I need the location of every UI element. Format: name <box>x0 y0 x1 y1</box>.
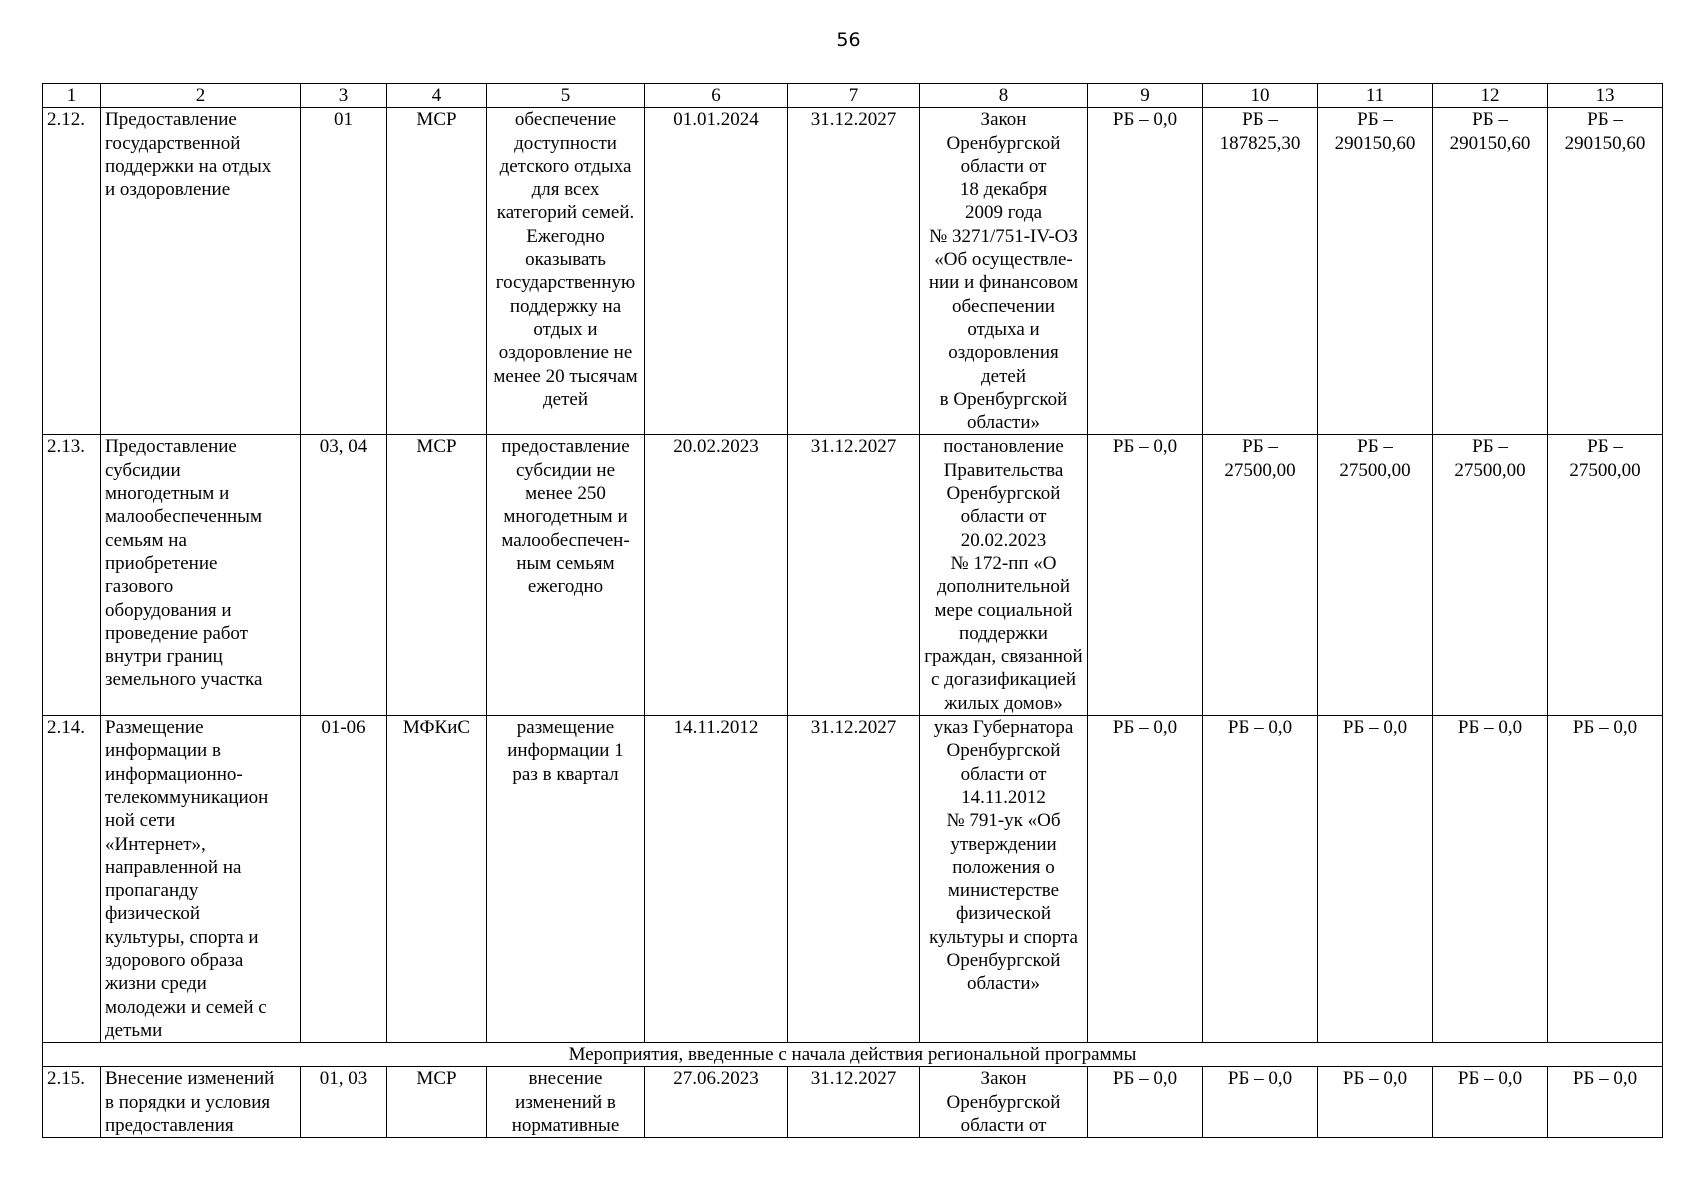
end-date: 31.12.2027 <box>788 1067 920 1138</box>
measure-name: Размещение информации в информационно- телекоммуникацион ной сети «Интернет», направленной на пропаганду физической культуры, спорта и здорового образа жизни среди молодежи и семей с детьми <box>101 716 301 1043</box>
column-number: 3 <box>301 84 387 108</box>
table-row <box>43 1067 1663 1138</box>
legal-act: указ Губернатора Оренбургской области от 14.11.2012 № 791-ук «Об утверждении положения о министерстве физической культуры и спорта Оренбургской области» <box>920 716 1088 1043</box>
row-number: 2.13. <box>43 435 101 716</box>
measure-name: Предоставление государственной поддержки на отдых и оздоровление <box>101 108 301 435</box>
executor: МСР <box>387 1067 487 1138</box>
end-date: 31.12.2027 <box>788 435 920 716</box>
funding-col-12: РБ – 27500,00 <box>1433 435 1548 716</box>
funding-col-12: РБ – 290150,60 <box>1433 108 1548 435</box>
funding-col-11: РБ – 27500,00 <box>1318 435 1433 716</box>
funding-col-13: РБ – 0,0 <box>1548 716 1663 1043</box>
start-date: 14.11.2012 <box>645 716 788 1043</box>
column-number: 10 <box>1203 84 1318 108</box>
funding-col-13: РБ – 27500,00 <box>1548 435 1663 716</box>
column-number: 7 <box>788 84 920 108</box>
start-date: 20.02.2023 <box>645 435 788 716</box>
column-number: 6 <box>645 84 788 108</box>
expected-result: предоставление субсидии не менее 250 многодетным и малообеспечен- ным семьям ежегодно <box>487 435 645 716</box>
executor: МСР <box>387 435 487 716</box>
column-number: 12 <box>1433 84 1548 108</box>
funding-col-9: РБ – 0,0 <box>1088 716 1203 1043</box>
column-number: 11 <box>1318 84 1433 108</box>
funding-col-10: РБ – 27500,00 <box>1203 435 1318 716</box>
table-row <box>43 108 1663 435</box>
row-number: 2.15. <box>43 1067 101 1138</box>
column-number: 1 <box>43 84 101 108</box>
task-code: 01-06 <box>301 716 387 1043</box>
measures-table <box>42 83 1663 1138</box>
expected-result: размещение информации 1 раз в квартал <box>487 716 645 1043</box>
section-title: Мероприятия, введенные с начала действия региональной программы <box>43 1043 1663 1067</box>
funding-col-13: РБ – 290150,60 <box>1548 108 1663 435</box>
row-number: 2.12. <box>43 108 101 435</box>
column-number: 8 <box>920 84 1088 108</box>
funding-col-11: РБ – 290150,60 <box>1318 108 1433 435</box>
end-date: 31.12.2027 <box>788 716 920 1043</box>
column-number: 9 <box>1088 84 1203 108</box>
start-date: 27.06.2023 <box>645 1067 788 1138</box>
end-date: 31.12.2027 <box>788 108 920 435</box>
executor: МФКиС <box>387 716 487 1043</box>
funding-col-10: РБ – 187825,30 <box>1203 108 1318 435</box>
column-number: 5 <box>487 84 645 108</box>
task-code: 01 <box>301 108 387 435</box>
funding-col-11: РБ – 0,0 <box>1318 716 1433 1043</box>
legal-act: Закон Оренбургской области от 18 декабря 2009 года № 3271/751-IV-ОЗ «Об осуществле- нии и финансовом обеспечении отдыха и оздоровления детей в Оренбургской области» <box>920 108 1088 435</box>
expected-result: обеспечение доступности детского отдыха для всех категорий семей. Ежегодно оказывать государственную поддержку на отдых и оздоровление не менее 20 тысячам детей <box>487 108 645 435</box>
expected-result: внесение изменений в нормативные <box>487 1067 645 1138</box>
funding-col-12: РБ – 0,0 <box>1433 1067 1548 1138</box>
funding-col-9: РБ – 0,0 <box>1088 108 1203 435</box>
measure-name: Предоставление субсидии многодетным и малообеспеченным семьям на приобретение газового оборудования и проведение работ внутри границ земельного участка <box>101 435 301 716</box>
funding-col-10: РБ – 0,0 <box>1203 716 1318 1043</box>
measure-name: Внесение изменений в порядки и условия предоставления <box>101 1067 301 1138</box>
legal-act: постановление Правительства Оренбургской области от 20.02.2023 № 172-пп «О дополнительной мере социальной поддержки граждан, связанной с догазификацией жилых домов» <box>920 435 1088 716</box>
page-number: 56 <box>836 29 861 51</box>
row-number: 2.14. <box>43 716 101 1043</box>
funding-col-9: РБ – 0,0 <box>1088 1067 1203 1138</box>
start-date: 01.01.2024 <box>645 108 788 435</box>
table-row <box>43 716 1663 1043</box>
executor: МСР <box>387 108 487 435</box>
funding-col-13: РБ – 0,0 <box>1548 1067 1663 1138</box>
task-code: 03, 04 <box>301 435 387 716</box>
legal-act: Закон Оренбургской области от <box>920 1067 1088 1138</box>
column-number: 2 <box>101 84 301 108</box>
funding-col-12: РБ – 0,0 <box>1433 716 1548 1043</box>
column-number: 4 <box>387 84 487 108</box>
funding-col-11: РБ – 0,0 <box>1318 1067 1433 1138</box>
section-header-row <box>43 1043 1663 1067</box>
column-number: 13 <box>1548 84 1663 108</box>
task-code: 01, 03 <box>301 1067 387 1138</box>
funding-col-10: РБ – 0,0 <box>1203 1067 1318 1138</box>
column-number-row <box>43 84 1663 108</box>
funding-col-9: РБ – 0,0 <box>1088 435 1203 716</box>
table-row <box>43 435 1663 716</box>
